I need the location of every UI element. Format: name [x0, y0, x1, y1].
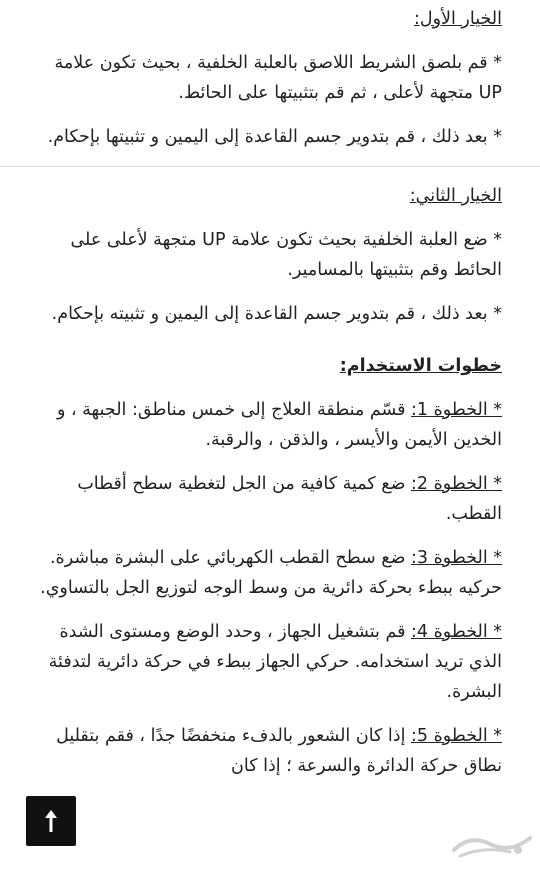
usage-step-2	[30, 469, 502, 529]
watermark-logo-icon	[450, 826, 534, 860]
usage-step-label: * الخطوة 5:	[411, 726, 502, 746]
usage-title: خطوات الاستخدام:	[339, 356, 502, 376]
usage-step-5	[30, 721, 502, 781]
option-1-step-1: * قم بلصق الشريط اللاصق بالعلبة الخلفية ، بحيث تكون علامة UP متجهة لأعلى ، ثم قم بتثبيتها على الحائط.	[54, 53, 502, 103]
usage-step-3	[30, 543, 502, 603]
option-2-step-2: * بعد ذلك ، قم بتدوير جسم القاعدة إلى اليمين و تثبيته بإحكام.	[51, 304, 502, 324]
usage-step-label: * الخطوة 2:	[411, 474, 502, 494]
option-1-title: الخيار الأول:	[413, 9, 502, 29]
option-1-step-2: * بعد ذلك ، قم بتدوير جسم القاعدة إلى اليمين و تثبيتها بإحكام.	[47, 127, 502, 147]
usage-step-text: إذا كان الشعور بالدفء منخفضًا جدًا ، فقم بتقليل نطاق حركة الدائرة والسرعة ؛ إذا كان	[56, 726, 502, 776]
usage-step-label: * الخطوة 1:	[411, 400, 502, 420]
arrow-up-icon	[43, 808, 59, 834]
usage-step-text: قم بتشغيل الجهاز ، وحدد الوضع ومستوى الشدة الذي تريد استخدامه. حركي الجهاز ببطء في حركة دائرية لتدفئة البشرة.	[48, 622, 502, 702]
option-2-title: الخيار الثاني:	[409, 186, 502, 206]
option-2-step-1: * ضع العلبة الخلفية بحيث تكون علامة UP متجهة لأعلى على الحائط وقم بتثبيتها بالمسامير.	[70, 230, 502, 280]
usage-step-text: ضع سطح القطب الكهربائي على البشرة مباشرة. حركيه ببطء بحركة دائرية من وسط الوجه لتوزيع الجل بالتساوي.	[40, 548, 502, 598]
usage-step-label: * الخطوة 4:	[411, 622, 502, 642]
scroll-to-top-button[interactable]	[26, 796, 76, 846]
usage-step-1	[30, 395, 502, 455]
usage-step-label: * الخطوة 3:	[411, 548, 502, 568]
usage-step-text: ضع كمية كافية من الجل لتغطية سطح أقطاب القطب.	[77, 474, 502, 524]
usage-step-text: قسّم منطقة العلاج إلى خمس مناطق: الجبهة ، و الخدين الأيمن والأيسر ، والذقن ، والرقبة.	[56, 400, 502, 450]
usage-step-4	[30, 617, 502, 707]
